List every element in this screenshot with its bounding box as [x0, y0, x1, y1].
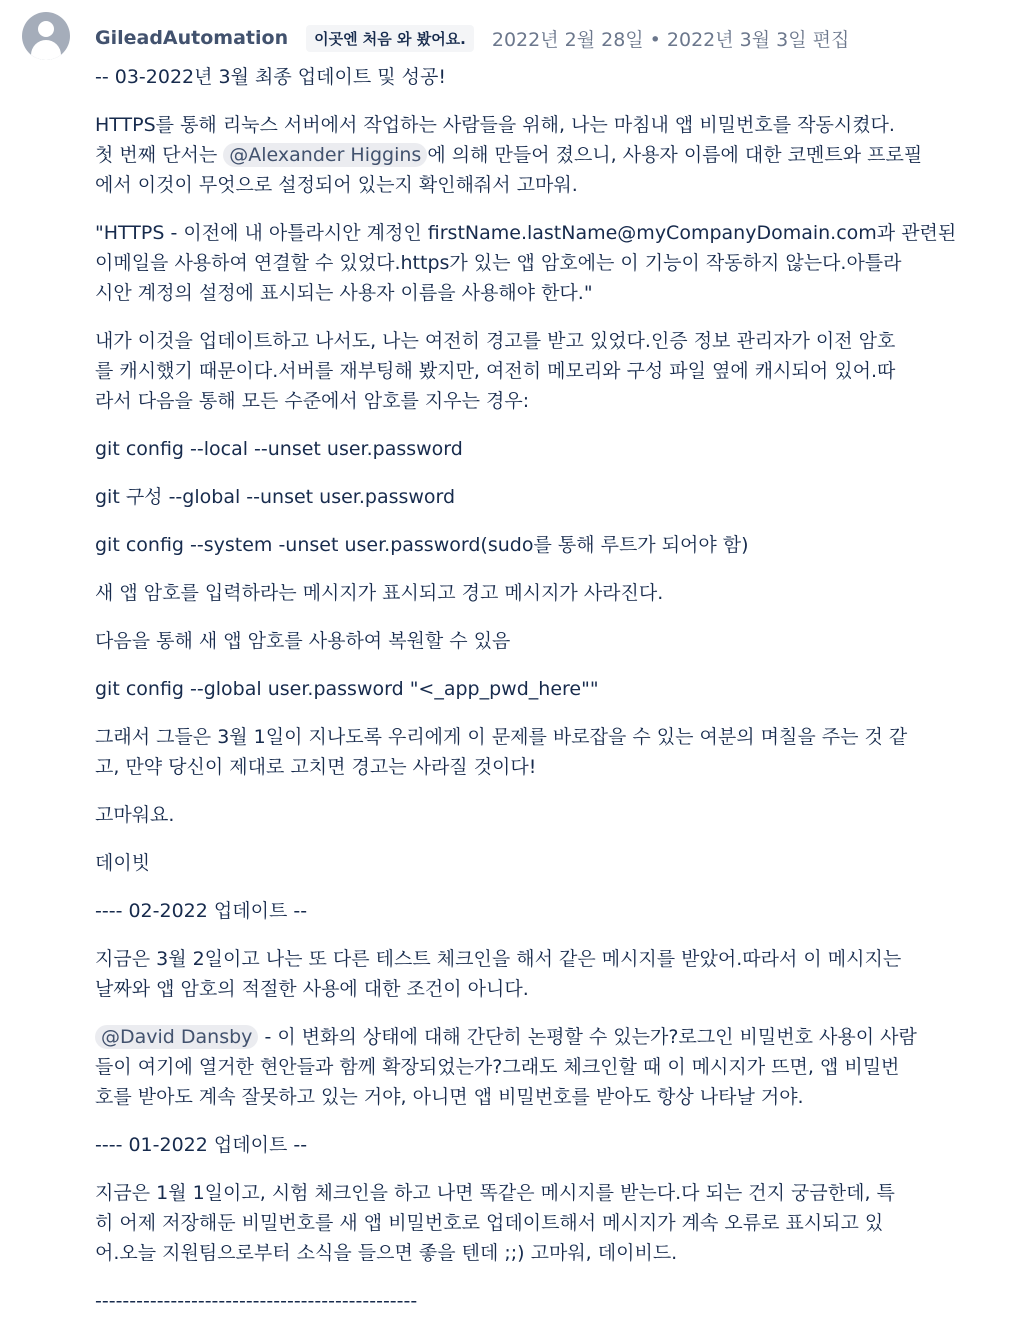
author-name[interactable]: GileadAutomation	[95, 27, 289, 49]
post-body	[95, 62, 995, 1334]
command-local: git config --local --unset user.password	[95, 438, 463, 460]
paragraph-prompt: 새 앱 암호를 입력하라는 메시지가 표시되고 경고 메시지가 사라진다.	[95, 582, 664, 604]
command-set-password: git config --global user.password "<_app_pwd_here""	[95, 678, 599, 700]
user-avatar-icon[interactable]	[22, 12, 70, 60]
paragraph-cache-warning: 내가 이것을 업데이트하고 나서도, 나는 여전히 경고를 받고 있었다.인증 정보 관리자가 이전 암호 를 캐시했기 때문이다.서버를 재부팅해 봤지만, 여전히 메모리와 구성 파일 옆에 캐시되어 있어.따 라서 다음을 통해 모든 수준에서 암호를 지우는 경우:	[95, 330, 896, 412]
paragraph-david-question: @David Dansby - 이 변화의 상태에 대해 간단히 논평할 수 있는가?로그인 비밀번호 사용이 사람 들이 여기에 열거한 현안들과 함께 확장되었는가?그래도 체크인할 때 이 메시지가 뜨면, 앱 비밀번 호를 받아도 계속 잘못하고 있는 거야, 아니면 앱 비밀번호를 받아도 항상 나타날 거야.	[95, 1026, 917, 1108]
newcomer-badge: 이곳엔 처음 와 봤어요.	[306, 25, 474, 52]
thanks-text: 고마워요.	[95, 804, 175, 826]
quoted-paragraph: "HTTPS - 이전에 내 아틀라시안 계정인 firstName.lastName@myCompanyDomain.com과 관련된 이메일을 사용하여 연결할 수 있었다.https가 있는 앱 암호에는 이 기능이 작동하지 않는다.아틀라 시안 계정의 설정에 표시되는 사용자 이름을 사용해야 한다."	[95, 222, 957, 304]
signature-text: 데이빗	[95, 852, 151, 874]
post-meta	[95, 22, 849, 54]
post-dates: 2022년 2월 28일 • 2022년 3월 3일 편집	[491, 28, 850, 51]
separator-line: -----------------------------------------------	[95, 1290, 418, 1312]
command-global: git 구성 --global --unset user.password	[95, 486, 456, 508]
avatar-head	[38, 21, 54, 37]
command-system: git config --system -unset user.password(sudo를 통해 루트가 되어야 함)	[95, 534, 749, 556]
avatar-shoulders	[31, 40, 61, 60]
paragraph-jan-first: 지금은 1월 1일이고, 시험 체크인을 하고 나면 똑같은 메시지를 받는다.다 되는 건지 궁금한데, 특 히 어제 저장해둔 비밀번호를 새 앱 비밀번호로 업데이트해서 메시지가 계속 오류로 표시되고 있 어.오늘 지원팀으로부터 소식을 들으면 좋을 텐데 ;;) 고마워, 데이비드.	[95, 1182, 895, 1264]
mention-alexander-higgins[interactable]: @Alexander Higgins	[223, 143, 427, 167]
update-heading-01-2022: ---- 01-2022 업데이트 --	[95, 1134, 308, 1156]
mention-david-dansby[interactable]: @David Dansby	[95, 1025, 258, 1049]
paragraph-march-first: 그래서 그들은 3월 1일이 지나도록 우리에게 이 문제를 바로잡을 수 있는 여분의 며칠을 주는 것 같 고, 만약 당신이 제대로 고치면 경고는 사라질 것이다!	[95, 726, 908, 778]
paragraph-restore: 다음을 통해 새 앱 암호를 사용하여 복원할 수 있음	[95, 630, 511, 652]
paragraph-march-second: 지금은 3월 2일이고 나는 또 다른 테스트 체크인을 해서 같은 메시지를 받았어.따라서 이 메시지는 날짜와 앱 암호의 적절한 사용에 대한 조건이 아니다.	[95, 948, 902, 1000]
update-heading-03-2022: -- 03-2022년 3월 최종 업데이트 및 성공!	[95, 66, 446, 88]
update-heading-02-2022: ---- 02-2022 업데이트 --	[95, 900, 308, 922]
paragraph-https-success: HTTPS를 통해 리눅스 서버에서 작업하는 사람들을 위해, 나는 마침내 앱 비밀번호를 작동시켰다. 첫 번째 단서는 @Alexander Higgins 에 의해 만들어 졌으니, 사용자 이름에 대한 코멘트와 프로필 에서 이것이 무엇으로 설정되어 있는지 확인해줘서 고마워.	[95, 114, 923, 196]
